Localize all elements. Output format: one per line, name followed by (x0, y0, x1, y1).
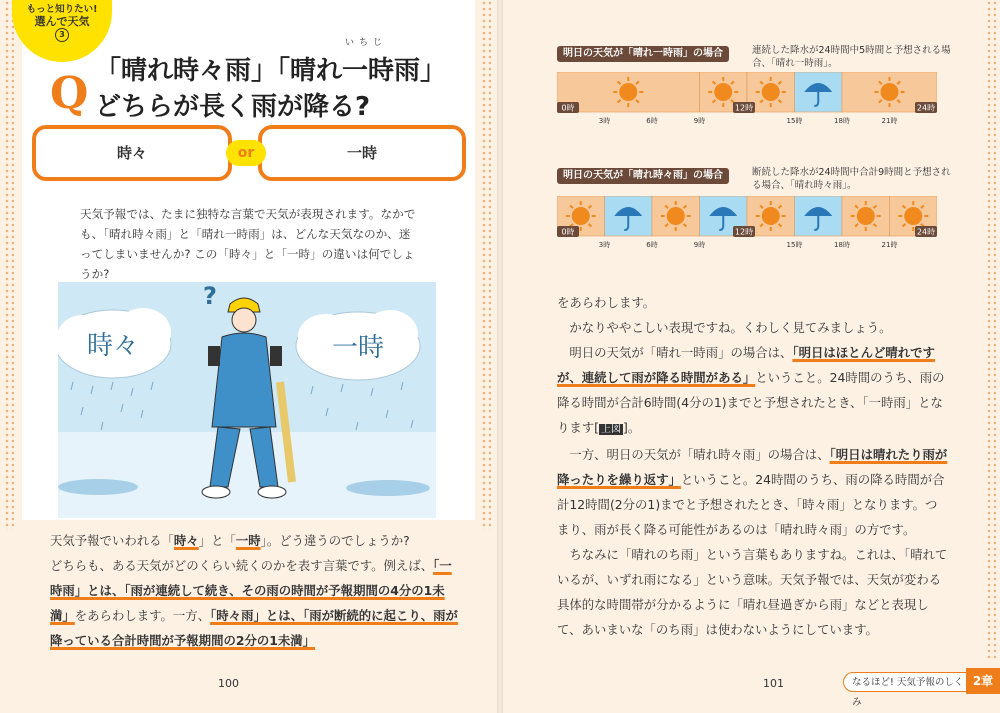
title-ruby: いちじ (345, 38, 388, 48)
chart1-tick-5: 15時 (786, 117, 803, 125)
chart1-tick-8: 24時 (916, 103, 936, 113)
chart1-note: 連続した降水が24時間中5時間と予想される場合、「晴れ一時雨」。 (752, 45, 951, 69)
intro-text: 天気予報では、たまに独特な言葉で天気が表現されます。なかでも、「晴れ時々雨」と「晴れ一時雨」は、どんな天気なのか、迷ってしまいませんか? この「時々」と「一時」の違いは何でしょうか? (80, 207, 416, 281)
chart1-tick-3: 9時 (693, 117, 706, 125)
chart1-tick-2: 6時 (646, 117, 658, 125)
badge-line1: もっと知りたい! (26, 4, 98, 15)
chart1-tick-1: 3時 (598, 117, 611, 125)
chart2-timeline (557, 196, 937, 252)
page-number-right: 101 (763, 677, 784, 690)
chart2-tick-4: 12時 (734, 227, 754, 237)
puddle-right (346, 480, 430, 496)
badge-number: 3 (55, 28, 69, 42)
chart2-tick-0: 0時 (561, 227, 575, 237)
weather-illustration (58, 282, 436, 518)
left-body-text (50, 528, 460, 653)
right-para-3: 一方、明日の天気が「晴れ時々雨」の場合は、「明日は晴れたり雨が降ったりを繰り返す」ということ。24時間のうち、雨の降る時間が合計12時間(2分の1)までと予想されたとき、「時々雨」となります。つまり、雨が長く降る可能性があるのは「晴れ時々雨」の方です。 (557, 447, 948, 537)
chart2-label: 明日の天気が「晴れ時々雨」の場合 (557, 168, 729, 184)
left-para-2: どちらも、ある天気がどのくらい続くのかを表す言葉です。例えば、「一時雨」とは、「雨が連続して続き、その雨の時間が予報期間の4分の1未満」をあらわします。一方、「時々雨」とは、「雨が断続的に起こり、雨が降っている合計時間が予報期間の2分の1未満」 (50, 558, 458, 648)
chart2-tick-6: 18時 (834, 241, 850, 249)
dot-border-left (4, 0, 14, 530)
chart2-tick-5: 15時 (786, 241, 803, 249)
badge-line2: 選んで天気 (34, 15, 90, 28)
or-label: or (226, 140, 266, 166)
phone-left (208, 346, 220, 366)
puddle-left (58, 479, 138, 495)
chart1-tick-7: 21時 (881, 117, 898, 125)
chart1-tick-4: 12時 (734, 103, 754, 113)
right-para-4: ちなみに「晴れのち雨」という言葉もありますね。これは、「晴れているが、いずれ雨になる」という意味。天気予報では、天気が変わる具体的な時間帯が分かるように「晴れ昼過ぎから雨」などと表現して、あいまいな「のち雨」は使わないようにしています。 (557, 547, 948, 637)
right-para-1: かなりややこしい表現ですね。くわしく見てみましょう。 (569, 320, 892, 335)
dot-border-right-page (986, 0, 996, 660)
cloud-right-text: 一時 (331, 333, 385, 363)
q-mark: Q (50, 68, 89, 119)
ground-bg (58, 432, 436, 518)
option-tokidoki: 時々 (32, 125, 232, 181)
chart2-tick-2: 6時 (646, 241, 658, 249)
page-title-line1: 「晴れ時々雨」「晴れ一時雨」 (95, 56, 447, 86)
chart2-tick-7: 21時 (881, 241, 898, 249)
right-para-0: をあらわします。 (557, 295, 656, 310)
page-number-left: 100 (218, 677, 239, 690)
chart1-timeline (557, 72, 937, 128)
cloud-left-text: 時々 (86, 331, 140, 361)
footer-section-title: なるほど! 天気予報のしくみ (843, 672, 968, 692)
question-mark: ? (203, 282, 217, 310)
chapter-tab: 2章 (966, 668, 1000, 694)
chart1-tick-6: 18時 (834, 117, 850, 125)
phone-right (270, 346, 282, 366)
page-title-line2: どちらが長く雨が降る? (95, 92, 371, 122)
chart1-label: 明日の天気が「晴れ一時雨」の場合 (557, 46, 729, 62)
chart2-tick-1: 3時 (598, 241, 611, 249)
right-body-text (557, 290, 949, 642)
right-para-2: 明日の天気が「晴れ一時雨」の場合は、「明日はほとんど晴れですが、連続して雨が降る時間がある」ということ。24時間のうち、雨の降る時間が合計6時間(4分の1)までと予想されたとき、「一時雨」となります[ 上図 ]。 (557, 345, 945, 435)
chart2-note: 断続した降水が24時間中合計9時間と予想される場合、「晴れ時々雨」。 (752, 167, 951, 191)
chart2-tick-8: 24時 (916, 227, 936, 237)
chart1-tick-0: 0時 (561, 103, 575, 113)
chart2-tick-3: 9時 (693, 241, 706, 249)
left-para-1: 天気予報でいわれる「時々」と「一時」。どう違うのでしょうか? (50, 533, 410, 548)
option-ichiji: 一時 (258, 125, 466, 181)
left-page (0, 0, 497, 713)
dot-border-right (481, 0, 491, 530)
